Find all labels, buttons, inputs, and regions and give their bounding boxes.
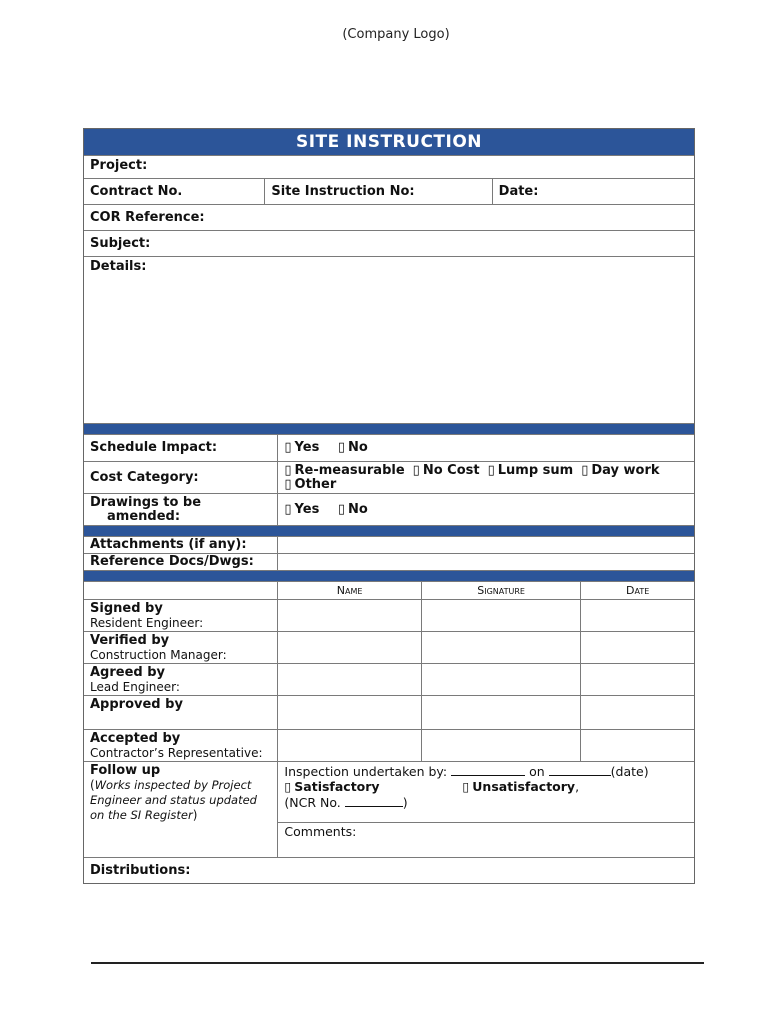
attachments-field[interactable] bbox=[277, 537, 694, 553]
section-divider bbox=[84, 423, 694, 434]
checkbox-icon[interactable]: ▯ bbox=[284, 779, 292, 794]
signoff-role-cell: Signed by Resident Engineer: bbox=[90, 601, 204, 630]
signoff-date-field[interactable] bbox=[580, 600, 694, 631]
site-instruction-no-field[interactable]: Site Instruction No: bbox=[264, 179, 491, 204]
cost-lumpsum-option[interactable]: ▯ Lump sum bbox=[487, 463, 574, 478]
signoff-signature-field[interactable] bbox=[421, 664, 580, 695]
ncr-no-blank[interactable] bbox=[345, 794, 403, 807]
unsatisfactory-option[interactable]: ▯ Unsatisfactory, bbox=[462, 779, 580, 794]
signoff-name-field[interactable] bbox=[277, 600, 421, 631]
project-field[interactable]: Project: bbox=[90, 158, 148, 173]
signoff-date-field[interactable] bbox=[580, 632, 694, 663]
footer-rule bbox=[91, 962, 704, 964]
signoff-role-cell: Agreed by Lead Engineer: bbox=[90, 665, 180, 694]
form-title: SITE INSTRUCTION bbox=[84, 129, 694, 155]
checkbox-icon[interactable]: ▯ bbox=[581, 463, 589, 478]
schedule-impact-label: Schedule Impact: bbox=[90, 440, 218, 455]
subject-field[interactable]: Subject: bbox=[90, 236, 151, 251]
satisfactory-option[interactable]: ▯ Satisfactory bbox=[284, 779, 380, 794]
signoff-header-signature: Signature bbox=[421, 582, 580, 599]
attachments-label: Attachments (if any): bbox=[90, 537, 247, 552]
signoff-signature-field[interactable] bbox=[421, 696, 580, 729]
checkbox-icon[interactable]: ▯ bbox=[462, 779, 470, 794]
cor-reference-field[interactable]: COR Reference: bbox=[90, 210, 205, 225]
signoff-name-field[interactable] bbox=[277, 696, 421, 729]
signoff-date-field[interactable] bbox=[580, 730, 694, 761]
reference-docs-label: Reference Docs/Dwgs: bbox=[90, 554, 254, 569]
site-instruction-form bbox=[83, 128, 695, 884]
cost-daywork-option[interactable]: ▯ Day work bbox=[581, 463, 660, 478]
details-row bbox=[84, 256, 694, 423]
signoff-row bbox=[84, 695, 694, 729]
schedule-no-option[interactable]: ▯ No bbox=[337, 440, 368, 455]
drawings-row bbox=[84, 493, 694, 525]
signoff-role-cell: Accepted by Contractor’s Representative: bbox=[90, 731, 263, 760]
signoff-header-date: Date bbox=[580, 582, 694, 599]
date-field[interactable]: Date: bbox=[492, 179, 694, 204]
drawings-yes-option[interactable]: ▯ Yes bbox=[284, 502, 320, 517]
details-field[interactable]: Details: bbox=[90, 259, 147, 274]
checkbox-icon[interactable]: ▯ bbox=[337, 440, 345, 455]
contract-row bbox=[84, 178, 694, 204]
schedule-impact-row bbox=[84, 434, 694, 461]
checkbox-icon[interactable]: ▯ bbox=[487, 463, 495, 478]
follow-up-label-cell: Follow up (Works inspected by Project Engineer and status updated on the SI Register) bbox=[90, 763, 257, 822]
drawings-label: Drawings to be amended: bbox=[90, 495, 202, 524]
follow-up-row bbox=[84, 761, 694, 857]
signoff-name-field[interactable] bbox=[277, 632, 421, 663]
follow-up-content bbox=[277, 762, 694, 857]
signoff-date-field[interactable] bbox=[580, 664, 694, 695]
signoff-header-name: Name bbox=[277, 582, 421, 599]
cost-category-row bbox=[84, 461, 694, 493]
reference-docs-field[interactable] bbox=[277, 554, 694, 570]
signoff-name-field[interactable] bbox=[277, 664, 421, 695]
project-row bbox=[84, 155, 694, 178]
schedule-impact-options bbox=[277, 435, 694, 461]
signoff-role-cell: Verified by Construction Manager: bbox=[90, 633, 227, 662]
drawings-no-option[interactable]: ▯ No bbox=[337, 502, 368, 517]
drawings-options bbox=[277, 494, 694, 525]
signoff-date-field[interactable] bbox=[580, 696, 694, 729]
cost-remeasurable-option[interactable]: ▯ Re-measurable bbox=[284, 463, 405, 478]
distributions-row bbox=[84, 857, 694, 883]
subject-row bbox=[84, 230, 694, 256]
cost-category-options bbox=[277, 462, 694, 493]
cost-nocost-option[interactable]: ▯ No Cost bbox=[412, 463, 480, 478]
checkbox-icon[interactable]: ▯ bbox=[284, 463, 292, 478]
signoff-row bbox=[84, 631, 694, 663]
attachments-row bbox=[84, 536, 694, 553]
signoff-header-blank bbox=[84, 582, 277, 599]
cost-other-option[interactable]: ▯ Other bbox=[284, 477, 337, 492]
follow-up-note: Works inspected by Project Engineer and status updated on the SI Register bbox=[90, 778, 257, 822]
reference-docs-row bbox=[84, 553, 694, 570]
signoff-name-field[interactable] bbox=[277, 730, 421, 761]
signoff-row bbox=[84, 729, 694, 761]
company-logo-placeholder: (Company Logo) bbox=[342, 27, 450, 42]
signoff-header-row bbox=[84, 581, 694, 599]
signoff-signature-field[interactable] bbox=[421, 600, 580, 631]
signoff-row bbox=[84, 599, 694, 631]
checkbox-icon[interactable]: ▯ bbox=[412, 463, 420, 478]
inspector-blank[interactable] bbox=[451, 763, 525, 776]
checkbox-icon[interactable]: ▯ bbox=[284, 502, 292, 517]
checkbox-icon[interactable]: ▯ bbox=[284, 477, 292, 492]
cor-row bbox=[84, 204, 694, 230]
distributions-field[interactable]: Distributions: bbox=[90, 863, 191, 878]
comments-field[interactable]: Comments: bbox=[284, 824, 357, 839]
contract-no-field[interactable]: Contract No. bbox=[90, 184, 183, 199]
signoff-signature-field[interactable] bbox=[421, 632, 580, 663]
signoff-signature-field[interactable] bbox=[421, 730, 580, 761]
schedule-yes-option[interactable]: ▯ Yes bbox=[284, 440, 320, 455]
signoff-row bbox=[84, 663, 694, 695]
checkbox-icon[interactable]: ▯ bbox=[337, 502, 345, 517]
section-divider bbox=[84, 570, 694, 581]
inspection-date-blank[interactable] bbox=[549, 763, 611, 776]
section-divider bbox=[84, 525, 694, 536]
checkbox-icon[interactable]: ▯ bbox=[284, 440, 292, 455]
cost-category-label: Cost Category: bbox=[90, 470, 199, 485]
signoff-role-cell: Approved by bbox=[90, 697, 183, 712]
inspection-section: Inspection undertaken by: on (date) ▯ Satisfactory ▯ Unsatisfactory, (NCR No. ) bbox=[278, 762, 694, 823]
